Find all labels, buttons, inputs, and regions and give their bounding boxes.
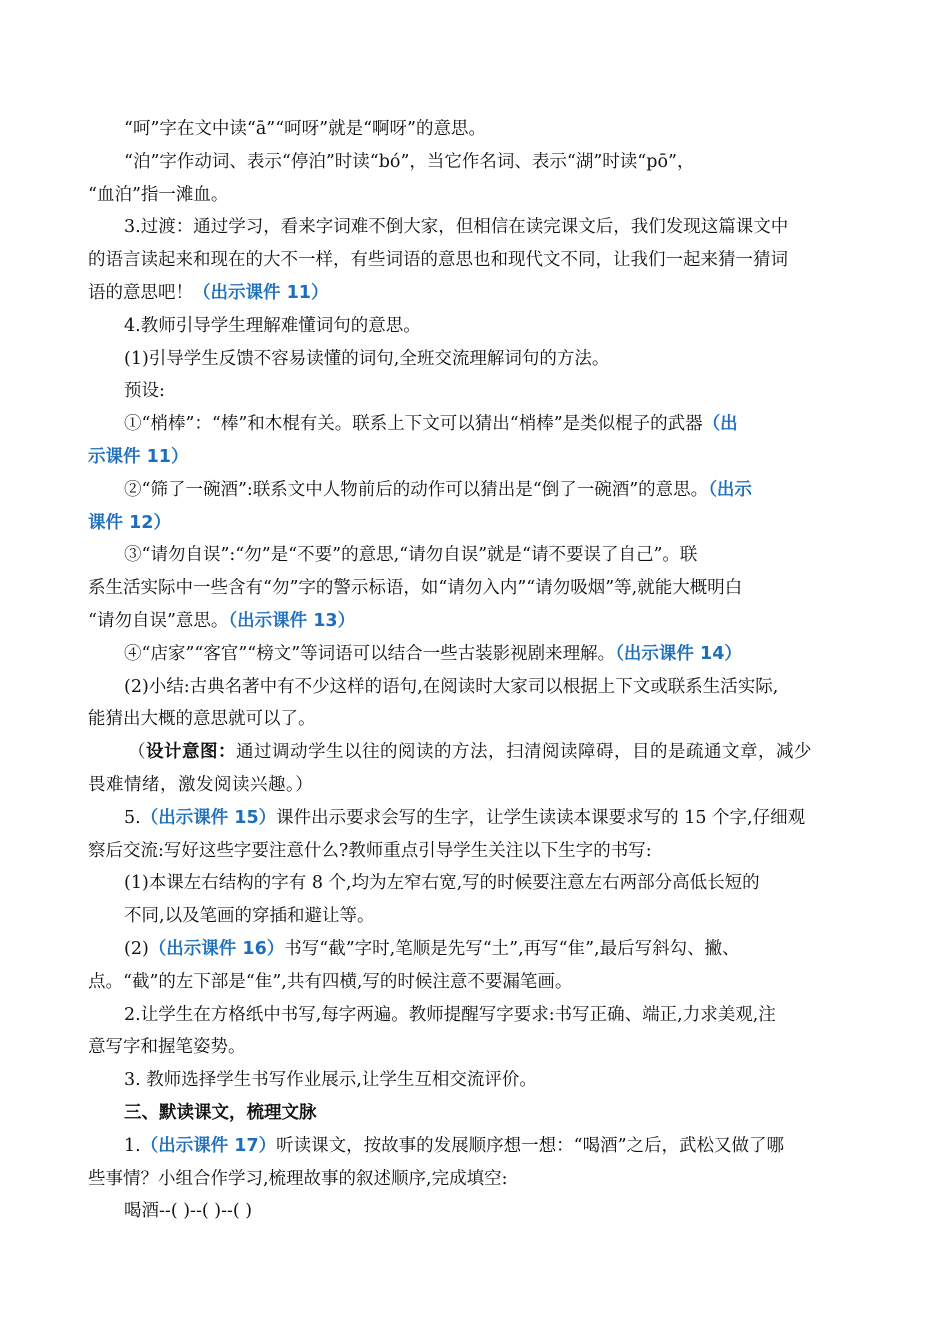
courseware-reference: （出示课件 13） (228, 610, 356, 631)
text-line (88, 933, 864, 966)
text-segment: 3. 教师选择学生书写作业展示,让学生互相交流评价。 (124, 1070, 537, 1091)
text-segment: 畏难情绪，激发阅读兴趣。） (88, 774, 314, 795)
text-segment: “泊”字作动词、表示“停泊”时读“bó”，当它作名词、表示“湖”时读“pō”， (124, 151, 695, 172)
text-segment: 语的意思吧！ (88, 282, 193, 303)
text-line (88, 244, 864, 277)
courseware-reference: （出示 (708, 479, 752, 500)
courseware-reference: （出示课件 14） (615, 643, 742, 664)
text-line (88, 277, 864, 310)
courseware-reference: 示课件 11） (88, 446, 189, 467)
text-segment: 4.教师引导学生理解难懂词句的意思。 (124, 315, 421, 336)
text-line (88, 1064, 864, 1097)
text-segment: 的语言读起来和现在的大不一样，有些词语的意思也和现代文不同，让我们一起来猜一猜词 (88, 250, 788, 271)
text-line (88, 605, 864, 638)
text-segment: 听读课文，按故事的发展顺序想一想：“喝酒”之后，武松又做了哪 (276, 1135, 785, 1156)
text-line (88, 703, 864, 736)
text-segment: （ (128, 742, 146, 763)
text-line (88, 179, 864, 212)
courseware-reference: （出 (702, 414, 738, 435)
text-segment: 课件出示要求会写的生字，让学生读读本课要求写的 15 个字,仔细观 (276, 807, 806, 828)
text-line (88, 1097, 864, 1130)
text-segment: 预设: (124, 381, 165, 402)
text-segment: ③“请勿自误”:“勿”是“不要”的意思,“请勿自误”就是“请不要误了自己”。联 (124, 545, 698, 566)
text-line (88, 736, 864, 769)
text-line (88, 474, 864, 507)
text-line (88, 146, 864, 179)
text-line (88, 572, 864, 605)
text-segment: “血泊”指一滩血。 (88, 184, 229, 205)
text-segment: 意写字和握笔姿势。 (88, 1037, 246, 1058)
text-segment: (1)引导学生反馈不容易读懂的词句,全班交流理解词句的方法。 (124, 348, 610, 369)
text-line (88, 1163, 864, 1196)
text-line (88, 113, 864, 146)
text-line (88, 1031, 864, 1064)
text-segment: 些事情？小组合作学习,梳理故事的叙述顺序,完成填空: (88, 1168, 508, 1189)
text-line (88, 343, 864, 376)
text-segment: “呵”字在文中读“ā”“呵呀”就是“啊呀”的意思。 (124, 119, 487, 139)
text-segment: 喝酒--( )--( )--( ) (124, 1201, 253, 1222)
text-segment: 3.过渡：通过学习，看来字词难不倒大家，但相信在读完课文后，我们发现这篇课文中 (124, 217, 789, 238)
bold-heading: 设计意图： (146, 742, 236, 763)
text-segment: 5. (124, 807, 141, 828)
text-line (88, 769, 864, 802)
text-segment: ①“梢棒”：“棒”和木棍有关。联系上下文可以猜出“梢棒”是类似棍子的武器 (124, 414, 703, 435)
text-line (88, 835, 864, 868)
text-line (88, 999, 864, 1032)
text-segment: 察后交流:写好这些字要注意什么?教师重点引导学生关注以下生字的书写: (88, 840, 652, 861)
text-segment: 能猜出大概的意思就可以了。 (88, 709, 316, 730)
courseware-reference: （出示课件 15） (140, 807, 277, 828)
text-line (88, 867, 864, 900)
text-line (88, 802, 864, 835)
text-segment: 通过调动学生以往的阅读的方法，扫清阅读障碍，目的是疏通文章，减少 (236, 742, 812, 763)
text-segment: 书写“截”字时,笔顺是先写“土”,再写“隹”,最后写斜勾、撇、 (284, 938, 740, 959)
courseware-reference: 课件 12） (88, 512, 171, 533)
text-line (88, 966, 864, 999)
text-segment: 系生活实际中一些含有“勿”字的警示标语，如“请勿入内”“请勿吸烟”等,就能大概明白 (88, 578, 743, 599)
text-line (88, 507, 864, 540)
text-line (88, 1130, 864, 1163)
text-segment: ④“店家”“客官”“榜文”等词语可以结合一些古装影视剧来理解。 (124, 643, 616, 664)
text-segment: ②“筛了一碗酒”:联系文中人物前后的动作可以猜出是“倒了一碗酒”的意思。 (124, 479, 709, 500)
text-segment: 点。“截”的左下部是“隹”,共有四横,写的时候注意不要漏笔画。 (88, 971, 573, 992)
courseware-reference: （出示课件 16） (148, 938, 285, 959)
text-line (88, 671, 864, 704)
document-body (88, 113, 864, 1228)
bold-heading: 三、默读课文，梳理文脉 (124, 1102, 317, 1123)
text-line (88, 375, 864, 408)
text-line (88, 408, 864, 441)
text-line (88, 441, 864, 474)
text-segment: (1)本课左右结构的字有 8 个,均为左窄右宽,写的时候要注意左右两部分高低长短的 (124, 873, 760, 894)
text-line (88, 1195, 864, 1228)
text-segment: “请勿自误”意思。 (88, 610, 229, 631)
text-segment: 不同,以及笔画的穿插和避让等。 (124, 906, 375, 927)
text-line (88, 900, 864, 933)
text-segment: 2.让学生在方格纸中书写,每字两遍。教师提醒写字要求:书写正确、端正,力求美观,注 (124, 1004, 776, 1025)
text-line (88, 310, 864, 343)
text-segment: (2) (124, 938, 149, 959)
courseware-reference: （出示课件 17） (140, 1135, 277, 1156)
text-segment: 1. (124, 1135, 141, 1156)
text-line (88, 539, 864, 572)
text-line (88, 638, 864, 671)
courseware-reference: （出示课件 11） (193, 282, 329, 303)
text-segment: (2)小结:古典名著中有不少这样的语句,在阅读时大家司以根据上下文或联系生活实际, (124, 676, 779, 697)
text-line (88, 211, 864, 244)
